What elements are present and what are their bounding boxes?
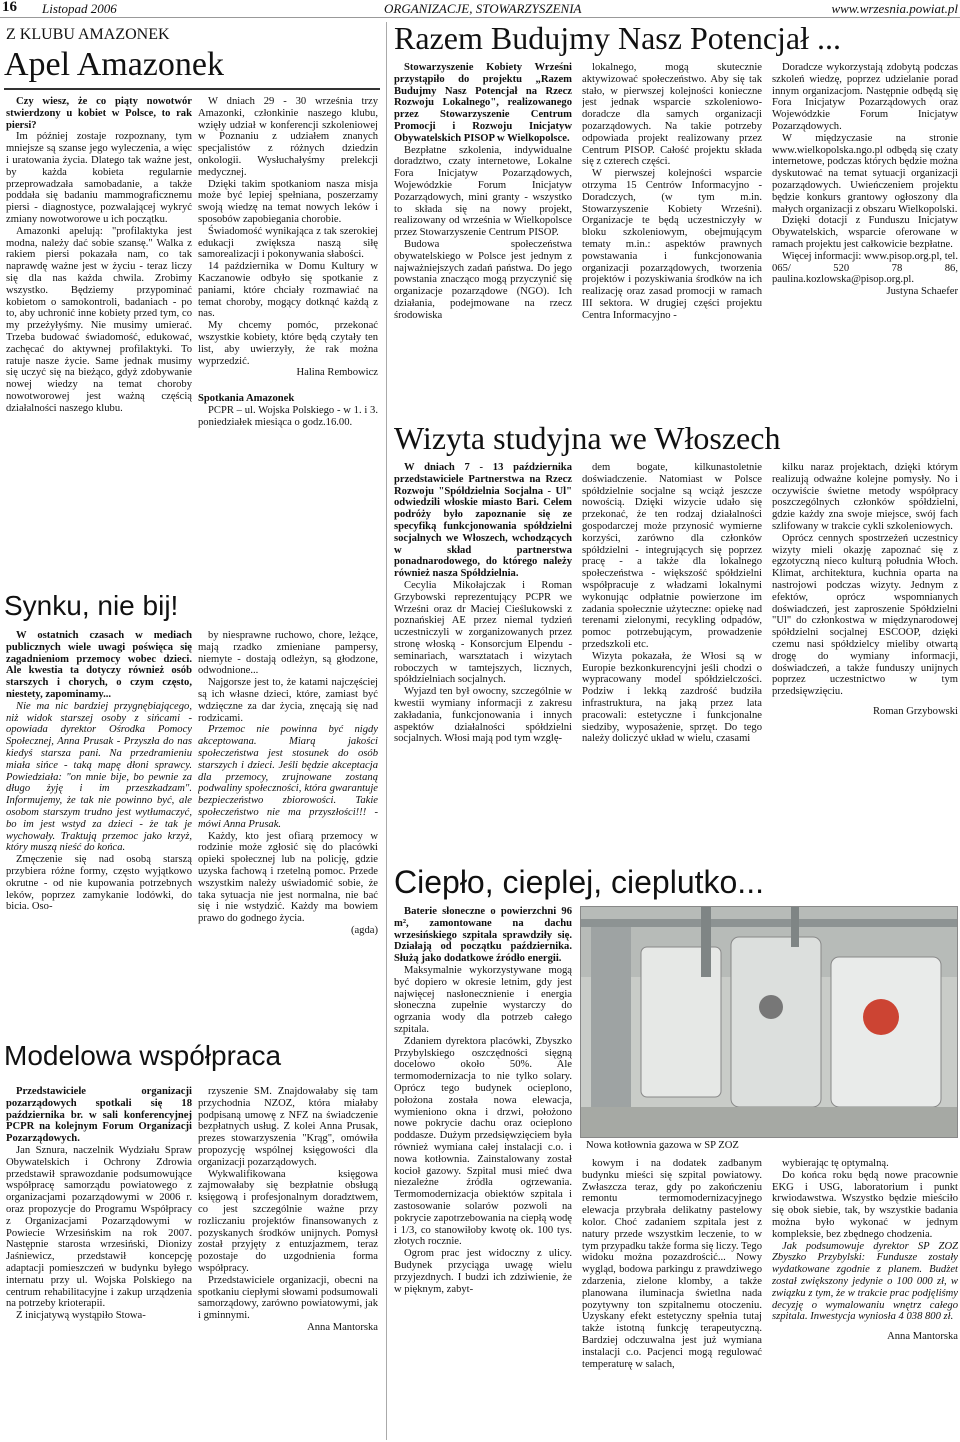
title-rule (4, 88, 380, 90)
paragraph: Oprócz cennych spostrzeżeń uczestnicy wizyty mieli okazję zapoznać się z egzotyczną nieco kulturą południa Włoch. Klimat, architektura, kuchnia oparta na nastrojowi podczas wizyty. Jednym z efektów, oprócz wspomnianych doświadczeń, jest zaproszenie Spółdzielni "Ul" do członkostwa w międzynarodowej spółdzielni socjalnej ESCOOP, dzięki czemu nasi spółdzielcy mieliby otwartą drogę do wymiany informacji, doświadczeń, a także funduszy unijnych poprzez uczestnictwo w tym przedsięwzięciu. (772, 532, 958, 698)
paragraph: Dzięki dotacji z Funduszu Inicjatyw Obywatelskich, wsparcie oferowane w ramach projektu jest całkowicie bezpłatne. (772, 215, 958, 250)
wizyta-column-3 (772, 462, 958, 858)
synku-signature: (agda) (350, 924, 378, 936)
wizyta-title: Wizyta studyjna we Włoszech (394, 420, 781, 456)
wizyta-column-1 (394, 462, 572, 858)
wizyta-signature: Roman Grzybowski (872, 705, 958, 717)
paragraph: Bezpłatne szkolenia, indywidualne doradztwo, czaty internetowe, Lokalne Fora Inicjatyw Pozarządowych, Wojewódzkie Forum Inicjatyw Pozarządowych, mini granty - wszystko to składa się na nowy projekt, realizowany od września w Wielkopolsce przez Stowarzyszenie Centrum PISOP. (394, 144, 572, 239)
paragraph: wybierając tę optymalną. (782, 1158, 889, 1169)
synku-title: Synku, nie bij! (4, 590, 179, 621)
meetings-title: Spotkania Amazonek (198, 393, 295, 405)
paragraph: Więcej informacji: www.pisop.org.pl, tel. 065/ 520 78 86, paulina.kozlowska@pisop.org.pl. (772, 250, 958, 286)
amazonki-title: Apel Amazonek (4, 46, 224, 83)
section-name: ORGANIZACJE, STOWARZYSZENIA (384, 1, 582, 16)
paragraph: Stowarzyszenie Kobiety Wrześni przystąpiło do projektu „Razem Budujmy Nasz Potencjał na Rzecz Rozwoju Lokalnego", realizowanego przez Stowarzyszenie Centrum Promocji i Rozwoju Inicjatyw Obywatelskich PISOP w Wielkopolsce. (394, 62, 572, 144)
paragraph: Jak podsumowuje dyrektor SP ZOZ Zbyszko Przybylski: Fundusze zostały wydatkowane zgodnie z planem. Budżet został zwiększony jedynie o 100 000 zł, w związku z tym, że w trakcie prac podjęliśmy decyzję o wymalowaniu wnętrz całego szpitala. Inwestycja wyniosła 4 038 800 zł. (772, 1240, 958, 1323)
paragraph: Ogrom prac jest widoczny z ulicy. Budynek przyciąga uwagę wielu przyjezdnych. I budzi ich zdziwienie, że w pięknym, zabyt- (394, 1248, 572, 1295)
paragraph: Im później zostaje rozpoznany, tym mniejsze są szanse jego wyleczenia, a więc i uratowania życia. Dlatego tak ważne jest, by każda kobieta regularnie przeprowadzała samobadanie, a także poddała się badaniu mammograficznemu piersi - diagnostyce, pozwalającej wykryć zmiany nowotworowe u ich początku. (6, 131, 192, 225)
paragraph: Budowa społeczeństwa obywatelskiego w Polsce jest jednym z najważniejszych zadań państwa. Do jego powstania znacząco mogą przyczynić się organizacje pozarządowe (NGO). Ich działania, podejmowane na rzecz środowiska (394, 238, 572, 321)
paragraph: W dniach 29 - 30 września trzy Amazonki, członkinie naszego klubu, wzięły udział w konferencji szkoleniowej w Poznaniu z udziałem znanych specjalistów z różnych dziedzin onkologii. Wysłuchałyśmy prelekcji medycznej. (198, 96, 378, 178)
paragraph: Amazonki apelują: "profilaktyka jest modna, należy dać sobie szansę." Walka z rakiem piersi pokazała nam, co tak naprawdę ważne jest w życiu - teraz liczy się dla nas każda chwila. Zrobimy wszystko. Będziemy przypominać kobietom o samokontroli, badaniach - po to, aby uchronić inne kobiety przed tym, co my przeżyłyśmy. Nie musimy umierać. Trzeba budować świadomość, edukować, zachęcać do aktywnej profilaktyki. To ratuje nasze życie. Same jednak musimy się uczyć się na bieżąco, gdyż zdobywanie nowej wiedzy na temat choroby nowotworowej jest ważną częścią działalności naszego klubu. (6, 225, 192, 414)
paragraph: My chcemy pomóc, przekonać wszystkie kobiety, które będą czytały ten list, aby uwierzyły, że rak można wyprzedzić. (198, 320, 378, 367)
paragraph: Baterie słoneczne o powierzchni 96 m², zamontowane na dachu wrzesińskiego szpitala sprawdziły się. Działają od początku października. Służą jako dodatkowe źródło energii. (394, 906, 572, 965)
cieplo-title: Ciepło, cieplej, cieplutko... (394, 864, 764, 900)
modelowa-signature: Anna Mantorska (307, 1321, 378, 1333)
paragraph: Dzięki takim spotkaniom nasza misja może być lepiej spełniana, poszerzamy swoją wiedzę na temat nowych leków i sposobów zapobiegania chorobie. (198, 178, 378, 225)
synku-column-2 (198, 630, 378, 1038)
paragraph: W ostatnich czasach w mediach publicznych wiele uwagi poświęca się zagadnieniom przemocy wobec dzieci. Ale kwestia ta dotyczy również osób starszych i chorych, o czym często, niestety, zapominamy... (6, 630, 192, 700)
paragraph: Do końca roku będą nowe pracownie EKG i USG, laboratorium i punkt krwiodawstwa. Wszystko będzie mieściło się obok siebie, tak, by wszystkie badania można było wykonać w jednym kompleksie, bez zbędnego chodzenia. (772, 1169, 958, 1240)
paragraph: dem bogate, kilkunastoletnie doświadczenie. Natomiast w Polsce spółdzielnie socjalne są wciąż jeszcze nowością. Dzięki wizycie udało się przekonać, że ten rodzaj działalności gospodarczej może przynosić wymierne korzyści, zarówno dla członków spółdzielni - integrujących się poprzez pracę - a także dla lokalnego społeczeństwa - większość spółdzielni współpracuje z władzami lokalnymi wykonując odpłatnie powierzone im zadania społecznie użyteczne: opiekę nad terenami zielonymi, recykling odpadów, pomoc potrzebującym, prowadzenie przedszkoli etc. (582, 462, 762, 650)
site-url: www.wrzesnia.powiat.pl (831, 1, 958, 16)
paragraph: lokalnego, mogą skutecznie aktywizować społeczeństwo. Aby się tak stało, w pierwszej kolejności konieczne jest jednak wsparcie szkoleniowo- doradcze dla samych organizacji pozarządowych. Na takie potrzeby odpowiada projekt realizowany przez Centrum PISOP. Całość projektu składa się z czterech części. (582, 62, 762, 168)
amazonki-column-1 (6, 96, 192, 582)
paragraph: Zmęczenie się nad osobą starszą przybiera różne formy, często wyjątkowo okrutne - od nie kupowania potrzebnych leków, poprzez zamykanie lodówki, do bicia. Oso- (6, 854, 192, 913)
wizyta-column-2 (582, 462, 762, 858)
paragraph: Cecylia Mikołajczak i Roman Grzybowski reprezentujący PCPR we Wrześni oraz dr Maciej Cieślukowski z poznańskiej AE przez niemal tydzień uczestniczyli w zorganizowanych przez stronę włoską - Konsorcjum Elpendu - seminariach, warsztatach i wizytach roboczych w tamtejszych, licznych, spółdzielniach socjalnych. (394, 579, 572, 686)
paragraph: Czy wiesz, że co piąty nowotwór stwierdzony u kobiet w Polsce, to rak piersi? (6, 96, 192, 131)
issue-date: Listopad 2006 (42, 1, 117, 16)
paragraph: Wykwalifikowana księgowa zajmowałaby się bezpłatnie obsługą księgową i profesjonalnym doradztwem, co jest szczególnie ważne przy rozliczaniu projektów finansowanych z pozyskanych środków unijnych. Pomysł został przyjęty z entuzjazmem, teraz pozostaje do uzgodnienia forma współpracy. (198, 1168, 378, 1274)
cieplo-column-1 (394, 906, 572, 1440)
paragraph: Świadomość wynikająca z tak szerokiej edukacji zwiększa naszą siłę samorealizacji i pokonywania słabości. (198, 225, 378, 261)
paragraph: W dniach 7 - 13 października przedstawiciele Partnerstwa na Rzecz Rozwoju "Spółdzielnia Socjalna - Ul" odwiedzili włoskie miasto Bari. Celem podróży było zapoznanie się ze specyfiką funkcjonowania spółdzielni socjalnych we Włoszech, wchodzących w skład partnerstwa ponadnarodowego, do którego należy również nasza Spółdzielnia. (394, 462, 572, 580)
razem-column-3 (772, 62, 958, 414)
paragraph: Doradcze wykorzystają zdobytą podczas szkoleń wiedzę, poprzez udzielanie porad innym organizacjom. Następnie odbędą się Fora Inicjatyw Pozarządowych oraz Wojewódzkie Forum Inicjatyw Pozarządowych. (772, 62, 958, 132)
paragraph: kowym i na dodatek zadbanym budynku mieści się szpital powiatowy. Zwłaszcza teraz, gdy po zakończeniu remontu termomodernizacyjnego elewacja przybrała delikatny pastelowy kolor. Choć zadaniem szpitala jest z natury przede wszystkim leczenie, to w tym przypadku także forma się liczy. Tego widoku można pozazdrościć... Nowy wygląd, bodowa parkingu z prawdziwego zdarzenia, zielone klomby, a także planowana iluminacja świetlna nada pozytywny ton szpitalnemu otoczeniu. Uzyskany efekt estetyczny spełnia tutaj także istotną funkcję terapeutyczną. Bardziej odczuwalna jest już wymiana instalacji c.o. Pacjenci mogą regulować temperaturę w salach, (582, 1158, 762, 1370)
amazonki-signature: Halina Rembowicz (296, 367, 378, 379)
paragraph: 14 października w Domu Kultury w Kaczanowie odbyło się spotkanie z paniami, które chciały rozmawiać na temat choroby, mogący dotknąć każdą z nas. (198, 261, 378, 320)
paragraph: by niesprawne ruchowo, chore, leżące, mają rzadko zmieniane pampersy, niemyte - dostają odleżyn, są głodzone, odwodnione... (198, 630, 378, 677)
cieplo-column-3 (772, 1158, 958, 1440)
paragraph: Wyjazd ten był owocny, szczególnie w kwestii wymiany informacji z zakresu zakładania, funkcjonowania i innych aspektów działalności spółdzielni socjalnych. Włosi mają pod tym wzglę- (394, 686, 572, 745)
photo-caption: Nowa kotłownia gazowa w SP ZOZ (586, 1140, 739, 1151)
modelowa-column-2 (198, 1086, 378, 1440)
paragraph: Z inicjatywą wystąpiło Stowa- (16, 1310, 146, 1322)
cieplo-column-2 (582, 1158, 762, 1440)
paragraph: Jan Sznura, naczelnik Wydziału Spraw Obywatelskich i Ochrony Zdrowia przedstawił sprawozdanie podsumowujące współpracę samorządu powiatowego z organizacjami pozarządowymi w 2006 r. oraz propozycje do Programu Współpracy z Organizacjami Pozarządowymi w Powiecie Wrzesińskim na rok 2007. Następnie starosta wrzesiński, Dionizy Jaśniewicz, przedstawił koncepcję adaptacji pomieszczeń w budynku byłego internatu przy ul. Wojska Polskiego na centrum rehabilitacyjne i zakup urządzenia na potrzeby krioterapii. (6, 1144, 192, 1310)
cieplo-signature: Anna Mantorska (887, 1331, 958, 1343)
paragraph: rzyszenie SM. Znajdowałaby się tam przychodnia NZOZ, która miałaby podpisaną umowę z NFZ na świadczenie bezpłatnych usług. Z kolei Anna Prusak, prezes stowarzyszenia "Krąg", omówiła propozycję wspólnej księgowości dla organizacji pozarządowych. (198, 1086, 378, 1168)
paragraph: Przedstawiciele organizacji, obecni na spotkaniu ciepłymi słowami podsumowali samorządowy, zarówno powiatowymi, jak i gminnymi. (198, 1274, 378, 1322)
page-number: 16 (2, 0, 17, 15)
synku-column-1 (6, 630, 192, 1038)
paragraph: Przemoc nie powinna być nigdy akceptowana. Miarą jakości społeczeństwa jest stosunek do osób starszych i dzieci. Jeśli będzie akceptacja dla przemocy, zrujnowane zostaną podwaliny społeczności, która gwarantuje bezpieczeństwo zbiorowości. Takie społeczeństwo nie ma przyszłości!!! - mówi Anna Prusak. (198, 724, 378, 830)
amazonki-kicker: Z KLUBU AMAZONEK (6, 26, 170, 43)
paragraph: Zdaniem dyrektora placówki, Zbyszko Przybylskiego oszczędności sięgną docelowo około 50%. Ale termomodernizacja to nie tylko solary. Oprócz tego budynek ocieplono, położona została nowa elewacja, wymieniono okna i drzwi, położono nowe pokrycie dachu oraz ocieplono poddasze. Dużym przedsięwzięciem była również wymiana całej instalacji c.o. i nowa kotłownia. Zainstalowany został kocioł gazowy. Szpital musi mieć dwa niezależne źródła ogrzewania. Termomodernizacja obiektów szpitala i zastosowanie solarów pozwoli na pokrycie zapotrzebowania na ciepłą wodę i 1/3, co stanowiłoby kwotę ok. 100 tys. złotych rocznie. (394, 1035, 572, 1248)
amazonki-column-2 (198, 96, 378, 572)
razem-column-1 (394, 62, 572, 414)
modelowa-title: Modelowa współpraca (4, 1040, 282, 1071)
razem-column-2 (582, 62, 762, 414)
paragraph: Wizyta pokazała, że Włosi są w Europie bezkonkurencyjni jeśli chodzi o wypracowany model spółdzielczości. Podziw i lekką zazdrość budziła infrastruktura, na jaką przez lata pracowali: estetyczne i funkcjonalne siedziby, wyposażenie, sprzęt. Do tego należy doliczyć układ w wielu, czasami (582, 650, 762, 745)
paragraph: W pierwszej kolejności wsparcie otrzyma 15 Centrów Informacyjno - Doradczych, (w tym m.in. Stowarzyszenie Kobiety Wrześni). Organizacje te będą uczestniczyły w bloku szkoleniowym, obejmującym tematy m.in.: aspektów prawnych powstawania i funkcjonowania organizacji pozarządowych, tworzenia projektów i pozyskiwania środków na ich realizację oraz zasad promocji w ramach III sektora. W drugiej części projektu Centra Informacyjno - (582, 168, 762, 321)
boiler-room-photo (580, 906, 958, 1138)
boiler-room-illustration (581, 907, 958, 1138)
paragraph: W międzyczasie na stronie www.wielkopolska.ngo.pl odbędą się czaty internetowe, podczas których będzie można dyskutować na temat sytuacji organizacji pozarządowych. Uwieńczeniem projektu będzie konkurs grantowy ogłoszony dla małych organizacji z obszaru Wielkopolski. (772, 132, 958, 215)
razem-signature: Justyna Schaefer (886, 286, 958, 298)
page-header (0, 0, 960, 18)
column-divider (386, 22, 387, 1440)
modelowa-column-1 (6, 1086, 192, 1440)
paragraph: Najgorsze jest to, że katami najczęściej są ich własne dzieci, które, zamiast być wdzięczne za dar życia, znęcają się nad rodzicami. (198, 677, 378, 724)
meetings-text: PCPR – ul. Wojska Polskiego - w 1. i 3. poniedziałek miesiąca o godz.16.00. (198, 404, 378, 428)
paragraph: Każdy, kto jest ofiarą przemocy w rodzinie może zgłosić się do placówki opieki społecznej lub na policję, gdzie uzyska fachową i rzetelną pomoc. Przede wszystkim należy uświadomić sobie, że taka sytuacja nie jest normalna, nie bać się i nie wstydzić. Każdy ma bowiem prawo do godnego życia. (198, 830, 378, 925)
paragraph: Maksymalnie wykorzystywane mogą być dopiero w okresie letnim, gdy jest najwięcej nasłonecznienie i energia słoneczna zupełnie wystarczy do ogrzania wody dla potrzeb całego szpitala. (394, 964, 572, 1035)
paragraph: Nie ma nic bardziej przygnębiającego, niż widok starszej osoby z sińcami - opowiada dyrektor Ośrodka Pomocy Społecznej, Anna Prusak - Przyszła do nas kiedyś starsza pani. Na przedramieniu miała sińce - taką mapę dłoni sprawcy. Powiedziała: "on mnie bije, bo pewnie za długo żyję i im przeszkadzam". Informujemy, że tak nie powinno być, ale osobom starszym trudno jest wytłumaczyć, bo im jest wstyd za dzieci - że tak je wychowały. Traktują przemoc jako krzyż, który muszą nieść do końca. (6, 700, 192, 854)
paragraph: Przedstawiciele organizacji pozarządowych spotkali się 18 października br. w sali konferencyjnej PCPR na kolejnym Forum Organizacji Pozarządowych. (6, 1086, 192, 1145)
razem-title: Razem Budujmy Nasz Potencjał ... (394, 20, 842, 56)
paragraph: kilku naraz projektach, dzięki którym realizują odważne kolejne pomysły. No i oczywiście świetne metody współpracy poszczególnych członków spółdzielni, gdzie każdy zna swoje miejsce, swój fach szlifowany w trakcie cykli szkoleniowych. (772, 462, 958, 532)
